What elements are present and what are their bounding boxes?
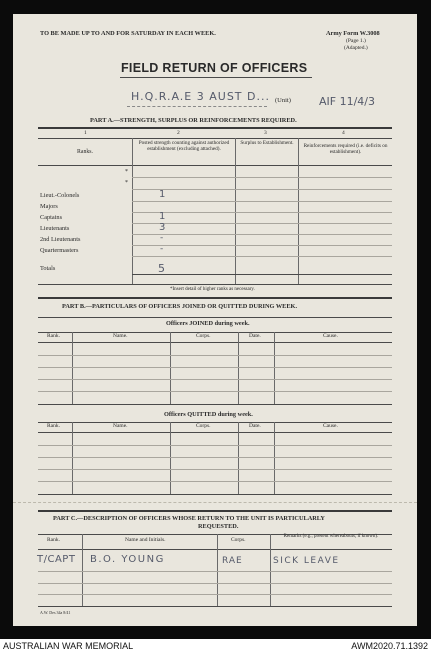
joined-row-line [38,379,392,380]
rank-label: Lieut.-Colonels [40,192,80,199]
quitted-row-line [38,481,392,482]
entry-remarks: SICK LEAVE [273,556,340,566]
quitted-row-line [38,457,392,458]
form-number: Army Form W.3008 [326,30,380,37]
col-header-surplus: Surplus to Establishment. [240,140,294,146]
part-c-heading-2: REQUESTED. [198,523,239,530]
unit-handwritten: H.Q.R.A.E 3 AUST D... [131,90,270,103]
part-c-vline [270,534,271,606]
joined-vline [72,332,73,404]
part-a-row-line [132,189,392,190]
joined-row-line [38,355,392,356]
fold-line [13,502,417,503]
part-a-vline-1 [132,138,133,284]
rank-label: Captains [40,214,63,221]
strength-value: - [160,244,164,254]
part-b-heading: PART B.—PARTICULARS OF OFFICERS JOINED OR QUITTED DURING WEEK. [62,303,298,310]
joined-col-date: Date. [249,333,261,339]
joined-col-cause: Cause. [323,333,338,339]
part-b-heading-rule [38,317,392,318]
joined-vline [238,332,239,404]
col-header-rule [38,165,392,166]
part-a-footnote: *Insert detail of higher ranks as necessary. [170,287,255,292]
entry-rank: T/CAPT [37,554,76,565]
quitted-bottom-rule [38,494,392,495]
form-page: (Page 1.) [346,38,366,44]
rank-label: Quartermasters [40,247,79,254]
part-a-row-line [132,245,392,246]
col-number-2: 2 [177,130,180,136]
part-a-top-rule [38,127,392,129]
quitted-col-corps: Corps. [196,423,211,429]
part-a-bottom-rule [38,284,392,285]
quitted-vline [72,422,73,494]
totals-value: 5 [158,262,165,275]
rank-asterisk-1: * [125,169,128,175]
quitted-title: Officers QUITTED during week. [164,411,253,418]
rank-asterisk-2: * [125,180,128,186]
col-number-4: 4 [342,130,345,136]
quitted-row-line [38,469,392,470]
col-number-3: 3 [264,130,267,136]
rank-label: Majors [40,203,58,210]
joined-col-corps: Corps. [196,333,211,339]
col-number-rule [38,138,392,139]
part-c-heading-1: PART C.—DESCRIPTION OF OFFICERS WHOSE RETURN TO THE UNIT IS PARTICULARLY [53,515,325,522]
form-adapted: (Adapted.) [344,45,368,51]
rank-label: Lieutenants [40,225,70,232]
date-handwritten: AIF 11/4/3 [319,95,375,108]
joined-row-line [38,391,392,392]
part-c-col-name: Name and Initials. [125,537,166,543]
part-a-row-line [132,234,392,235]
quitted-row-line [38,445,392,446]
part-a-heading: PART A.—STRENGTH, SURPLUS OR REINFORCEMENTS REQUIRED. [90,117,297,124]
part-c-row-line [38,594,392,595]
totals-rule [132,274,392,275]
quitted-col-date: Date. [249,423,261,429]
part-c-bottom-rule [38,606,392,607]
unit-dotted-line [127,106,267,107]
quitted-col-rule [38,432,392,433]
archive-footer [0,639,431,653]
joined-bottom-rule [38,404,392,405]
archive-name: AUSTRALIAN WAR MEMORIAL [3,641,134,651]
joined-row-line [38,367,392,368]
quitted-title-rule [38,422,392,423]
quitted-col-cause: Cause. [323,423,338,429]
part-c-row-line [38,583,392,584]
part-a-row-line [132,212,392,213]
totals-label: Totals [40,265,56,272]
entry-corps: RAE [222,556,243,566]
part-a-row-line [132,177,392,178]
strength-value: - [160,233,164,243]
part-c-col-rank: Rank. [47,537,60,543]
header-instruction: TO BE MADE UP TO AND FOR SATURDAY IN EACH WEEK. [40,30,216,37]
joined-vline [170,332,171,404]
part-c-top-rule [38,510,392,512]
col-header-strength: Posted strength counting against authorized establishment (excluding attached). [138,140,230,152]
part-c-col-corps: Corps. [231,537,246,543]
part-b-top-rule [38,297,392,299]
form-page [13,14,417,626]
part-a-row-line [132,256,392,257]
part-c-row-line [38,571,392,572]
rank-label: 2nd Lieutenants [40,236,81,243]
title-underline [120,77,312,78]
page-title: FIELD RETURN OF OFFICERS [121,61,308,75]
col-number-1: 1 [84,130,87,136]
strength-value: 1 [159,189,166,200]
part-c-col-remarks: Remarks (e.g., present whereabouts, if known). [283,534,379,539]
part-a-row-line [132,201,392,202]
col-header-ranks: Ranks. [77,149,93,155]
col-header-reinforcements: Reinforcements required (i.e. deficits on establishment). [303,143,388,155]
quitted-col-name: Name. [113,423,128,429]
part-c-col-rule [38,549,392,550]
part-a-vline-3 [298,138,299,284]
quitted-vline [170,422,171,494]
strength-value: 1 [159,211,166,222]
joined-title: Officers JOINED during week. [166,320,250,327]
part-c-vline [82,534,83,606]
quitted-vline [238,422,239,494]
archive-reference: AWM2020.71.1392 [351,641,428,651]
quitted-vline [274,422,275,494]
part-a-row-line [132,223,392,224]
part-a-vline-2 [235,138,236,284]
joined-title-rule [38,332,392,333]
part-c-vline [217,534,218,606]
joined-col-rule [38,342,392,343]
printer-mark: A.W. Des 34a 8/41 [40,610,71,615]
strength-value: 3 [159,222,166,233]
joined-col-rank: Rank. [47,333,60,339]
entry-name: B.O. YOUNG [90,554,165,565]
joined-col-name: Name. [113,333,128,339]
joined-vline [274,332,275,404]
quitted-col-rank: Rank. [47,423,60,429]
unit-label: (Unit) [275,97,291,104]
